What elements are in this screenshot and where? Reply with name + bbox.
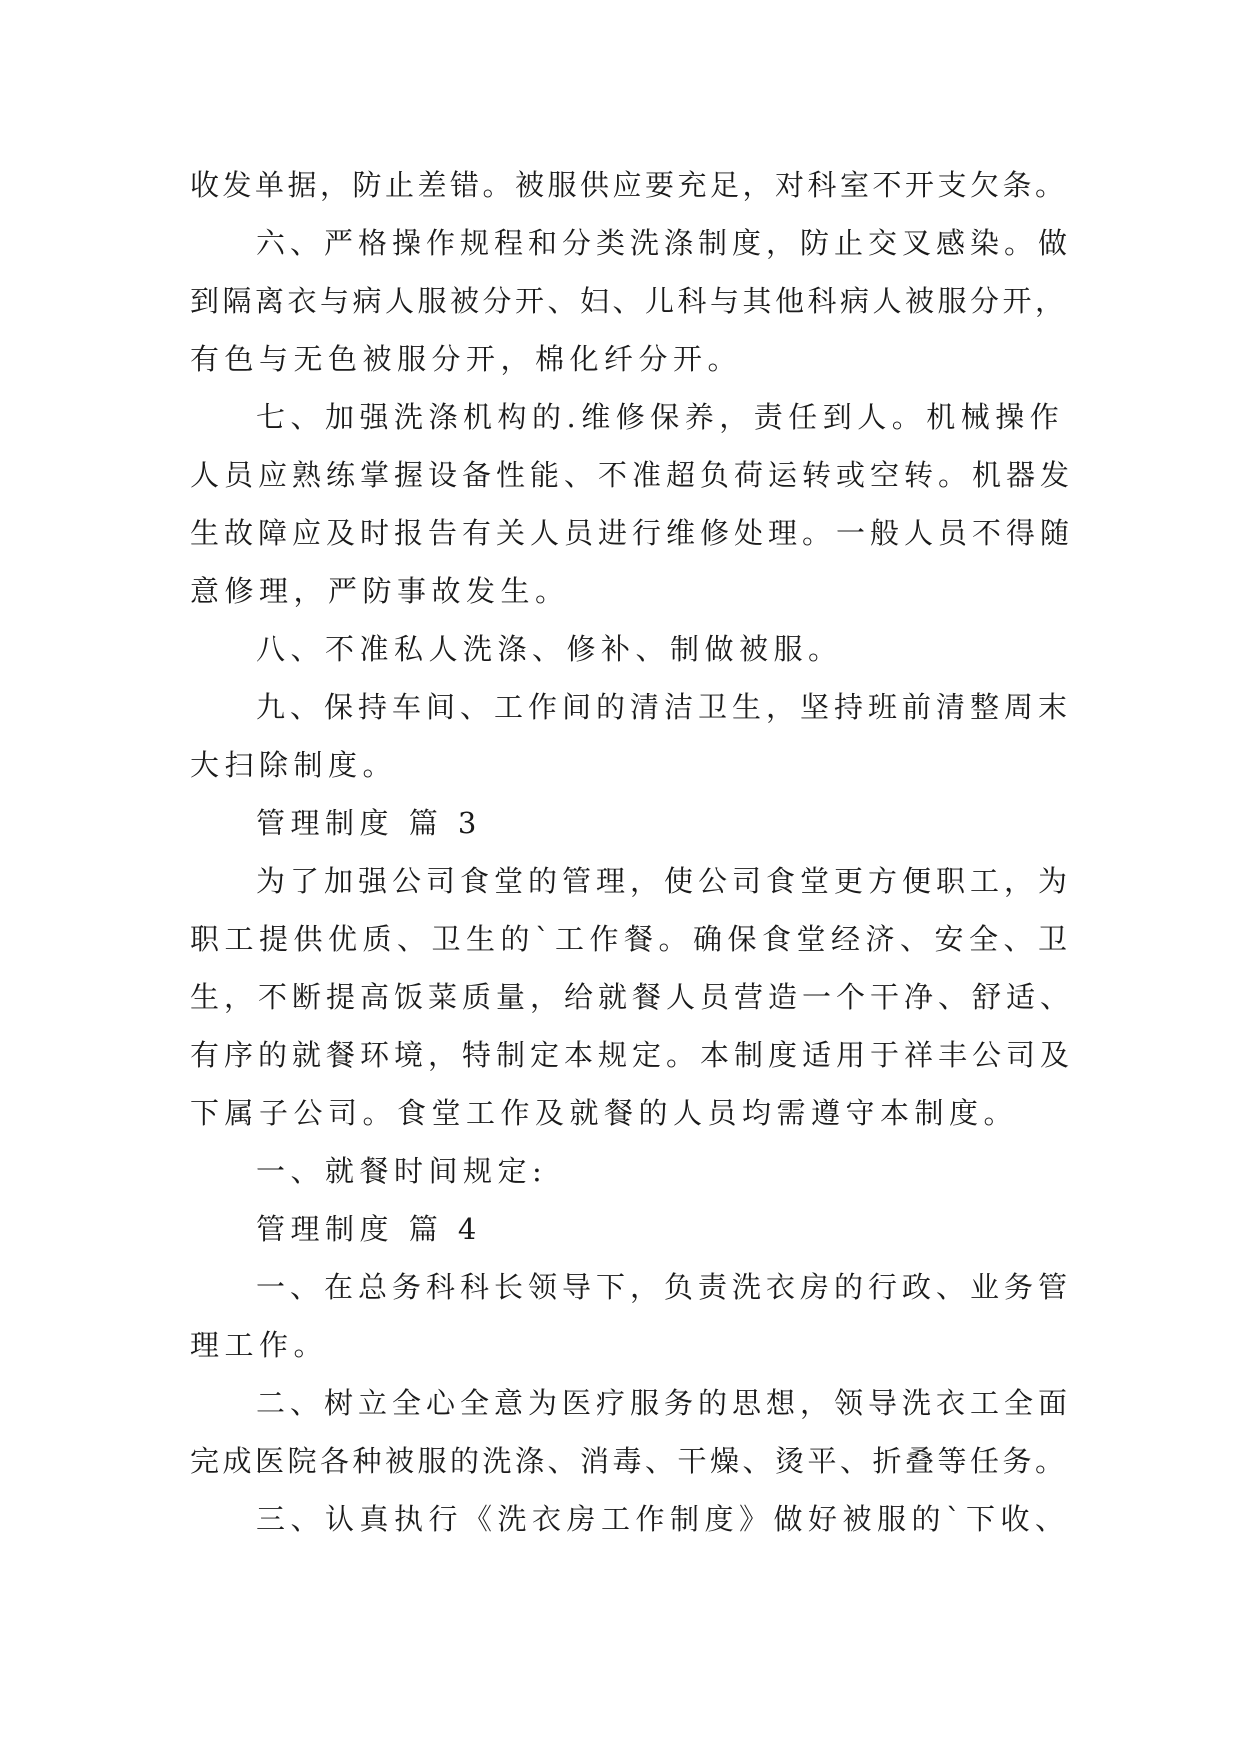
paragraph-start-line: 八、不准私人洗涤、修补、制做被服。 <box>256 632 843 666</box>
paragraph-start-line: 九、保持车间、工作间的清洁卫生，坚持班前清整周末 <box>256 690 1073 724</box>
text-line: 收发单据，防止差错。被服供应要充足，对科室不开支欠条。 <box>190 168 1068 202</box>
text-line: 完成医院各种被服的洗涤、消毒、干燥、烫平、折叠等任务。 <box>190 1444 1068 1478</box>
text-line: 人员应熟练掌握设备性能、不准超负荷运转或空转。机器发 <box>190 458 1075 492</box>
text-line: 到隔离衣与病人服被分开、妇、儿科与其他科病人被服分开， <box>190 284 1068 318</box>
text-line: 有序的就餐环境，特制定本规定。本制度适用于祥丰公司及 <box>190 1038 1075 1072</box>
text-line: 大扫除制度。 <box>190 748 398 782</box>
paragraph-start-line: 七、加强洗涤机构的.维修保养，责任到人。机械操作 <box>256 400 1065 434</box>
section-heading: 管理制度 篇 3 <box>256 806 482 840</box>
paragraph-start-line: 为了加强公司食堂的管理，使公司食堂更方便职工，为 <box>256 864 1073 898</box>
paragraph-start-line: 六、严格操作规程和分类洗涤制度，防止交叉感染。做 <box>256 226 1073 260</box>
text-line: 生，不断提高饭菜质量，给就餐人员营造一个干净、舒适、 <box>190 980 1075 1014</box>
paragraph-start-line: 二、树立全心全意为医疗服务的思想，领导洗衣工全面 <box>256 1386 1073 1420</box>
section-heading: 管理制度 篇 4 <box>256 1212 482 1246</box>
paragraph-start-line: 三、认真执行《洗衣房工作制度》做好被服的`下收、 <box>256 1502 1070 1536</box>
text-line: 职工提供优质、卫生的`工作餐。确保食堂经济、安全、卫 <box>190 922 1073 956</box>
paragraph-start-line: 一、在总务科科长领导下，负责洗衣房的行政、业务管 <box>256 1270 1073 1304</box>
text-line: 意修理，严防事故发生。 <box>190 574 570 608</box>
text-line: 理工作。 <box>190 1328 329 1362</box>
text-line: 生故障应及时报告有关人员进行维修处理。一般人员不得随 <box>190 516 1075 550</box>
text-line: 有色与无色被服分开，棉化纤分开。 <box>190 342 743 376</box>
text-line: 下属子公司。食堂工作及就餐的人员均需遵守本制度。 <box>190 1096 1019 1130</box>
paragraph-start-line: 一、就餐时间规定: <box>256 1154 548 1188</box>
